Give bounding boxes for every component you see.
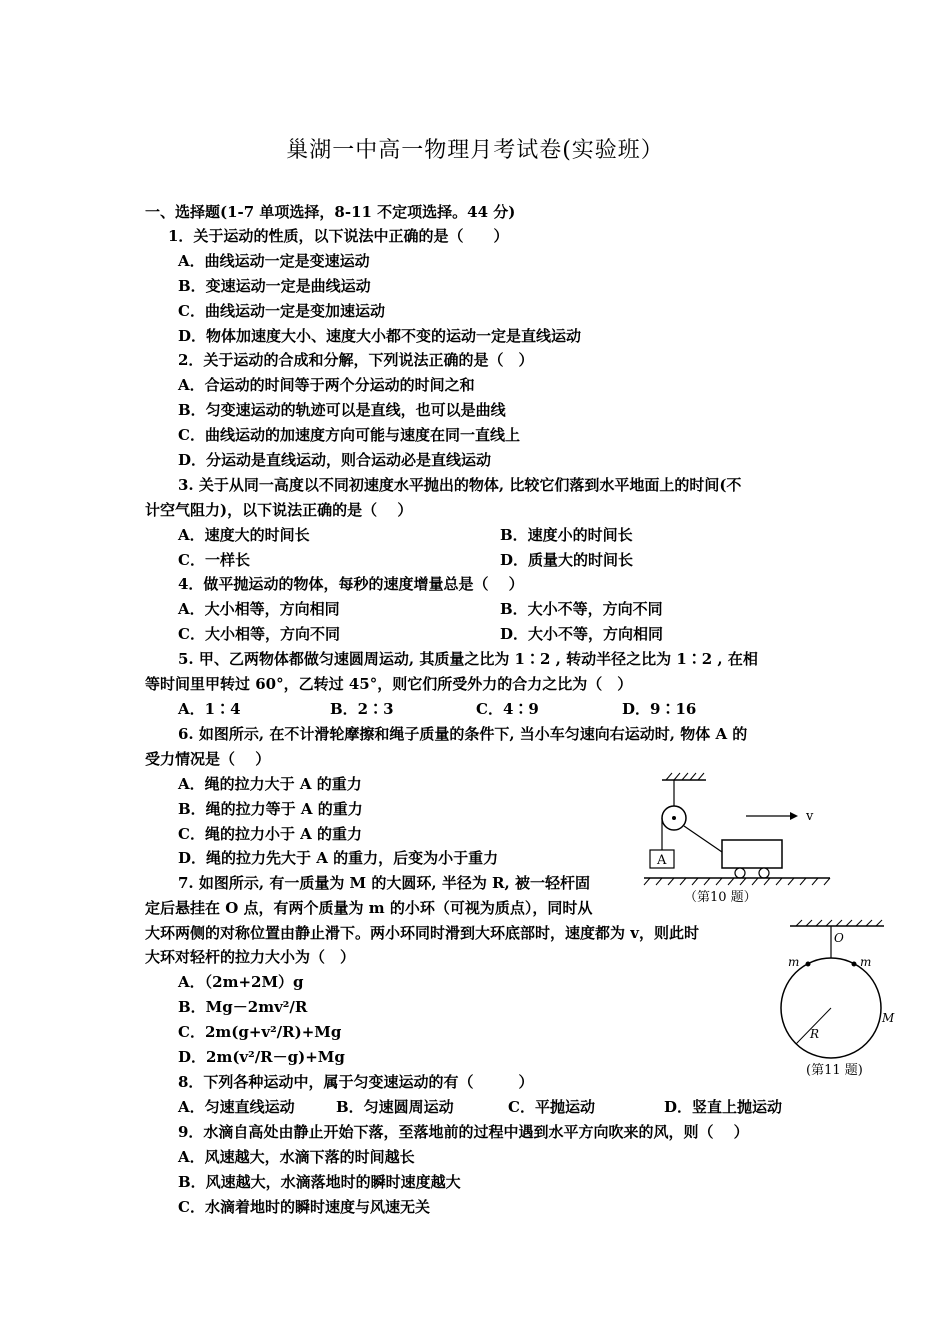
q1-option-a: A．曲线运动一定是变速运动 [178, 252, 370, 270]
q7-stem-line4: 大环对轻杆的拉力大小为（ ） [145, 948, 356, 966]
figure-10-pulley-cart [640, 770, 840, 910]
label-v: v [806, 809, 814, 824]
q5-option-b: B．2∶3 [330, 700, 394, 718]
q3-option-b: B．速度小的时间长 [500, 526, 633, 544]
q9-stem: 9．水滴自高处由静止开始下落，至落地前的过程中遇到水平方向吹来的风，则（ ） [178, 1123, 749, 1141]
page-title: 巢湖一中高一物理月考试卷(实验班） [286, 138, 664, 163]
q8-option-b: B．匀速圆周运动 [336, 1098, 454, 1116]
q7-option-a: A．（2m+2M）g [178, 973, 304, 991]
q7-stem-line1: 7. 如图所示, 有一质量为 M 的大圆环, 半径为 R, 被一轻杆固 [178, 874, 590, 892]
q7-option-b: B．Mg－2mv²/R [178, 998, 308, 1016]
q8-option-d: D．竖直上抛运动 [664, 1098, 783, 1116]
q2-option-b: B．匀变速运动的轨迹可以是直线，也可以是曲线 [178, 401, 506, 419]
cart-wheel [735, 868, 745, 878]
q4-option-a: A．大小相等，方向相同 [178, 600, 340, 618]
arrow-right-icon [790, 812, 798, 820]
q5-option-d: D．9∶16 [622, 700, 697, 718]
cart-wheel [759, 868, 769, 878]
q8-option-a: A．匀速直线运动 [178, 1098, 295, 1116]
q7-stem-line3: 大环两侧的对称位置由静止滑下。两小环同时滑到大环底部时，速度都为 v，则此时 [145, 924, 699, 942]
q3-option-d: D．质量大的时间长 [500, 551, 634, 569]
q1-stem: 1．关于运动的性质，以下说法中正确的是（ ） [168, 227, 509, 245]
section-heading: 一、选择题(1-7 单项选择，8-11 不定项选择。44 分) [145, 203, 516, 221]
q3-stem-line1: 3. 关于从同一高度以不同初速度水平抛出的物体, 比较它们落到水平地面上的时间(不 [178, 476, 742, 494]
q6-stem-line1: 6. 如图所示, 在不计滑轮摩擦和绳子质量的条件下, 当小车匀速向右运动时, 物体 A 的 [178, 725, 748, 743]
q7-stem-line2: 定后悬挂在 O 点，有两个质量为 m 的小环（可视为质点），同时从 [145, 899, 593, 917]
q9-option-c: C．水滴着地时的瞬时速度与风速无关 [178, 1198, 430, 1216]
q8-stem: 8．下列各种运动中，属于匀变速运动的有（ ） [178, 1073, 534, 1091]
label-a: A [657, 853, 667, 868]
q6-stem-line2: 受力情况是（ ） [145, 750, 271, 768]
cart-body [722, 840, 782, 868]
q5-option-c: C．4∶9 [476, 700, 539, 718]
q9-option-b: B．风速越大，水滴落地时的瞬时速度越大 [178, 1173, 461, 1191]
q9-option-a: A．风速越大，水滴下落的时间越长 [178, 1148, 415, 1166]
q4-option-b: B．大小不等，方向不同 [500, 600, 663, 618]
q6-option-a: A．绳的拉力大于 A 的重力 [178, 775, 362, 793]
label-r: R [810, 1027, 820, 1041]
q3-option-a: A．速度大的时间长 [178, 526, 310, 544]
label-big-m: M [882, 1011, 895, 1025]
q1-option-c: C．曲线运动一定是变加速运动 [178, 302, 385, 320]
label-m-left: m [788, 955, 800, 969]
q2-option-c: C．曲线运动的加速度方向可能与速度在同一直线上 [178, 426, 520, 444]
q1-option-d: D．物体加速度大小、速度大小都不变的运动一定是直线运动 [178, 327, 582, 345]
q1-option-b: B．变速运动一定是曲线运动 [178, 277, 371, 295]
small-ring-right [852, 962, 857, 967]
q2-option-a: A．合运动的时间等于两个分运动的时间之和 [178, 376, 475, 394]
small-ring-left [806, 962, 811, 967]
q2-stem: 2．关于运动的合成和分解，下列说法正确的是（ ） [178, 351, 534, 369]
q3-stem-line2: 计空气阻力)，以下说法正确的是（ ） [145, 501, 413, 519]
q4-option-c: C．大小相等，方向不同 [178, 625, 340, 643]
figure-11-ring [776, 918, 910, 1084]
q7-option-d: D．2m(v²/R－g)+Mg [178, 1048, 345, 1066]
q4-option-d: D．大小不等，方向相同 [500, 625, 664, 643]
figure-10-caption: （第10 题） [684, 890, 757, 905]
q6-option-b: B．绳的拉力等于 A 的重力 [178, 800, 363, 818]
q4-stem: 4．做平抛运动的物体，每秒的速度增量总是（ ） [178, 575, 524, 593]
q3-option-c: C．一样长 [178, 551, 250, 569]
label-m-right: m [860, 955, 872, 969]
q8-option-c: C．平抛运动 [508, 1098, 595, 1116]
q5-stem-line2: 等时间里甲转过 60°，乙转过 45°，则它们所受外力的合力之比为（ ） [145, 675, 633, 693]
q6-option-c: C．绳的拉力小于 A 的重力 [178, 825, 363, 843]
q5-option-a: A．1∶4 [178, 700, 241, 718]
q2-option-d: D．分运动是直线运动，则合运动必是直线运动 [178, 451, 492, 469]
q5-stem-line1: 5. 甲、乙两物体都做匀速圆周运动, 其质量之比为 1∶2 , 转动半径之比为 1∶2 , 在相 [178, 650, 758, 668]
q7-option-c: C．2m(g+v²/R)+Mg [178, 1023, 342, 1041]
figure-11-caption: (第11 题) [806, 1063, 863, 1078]
label-o: O [834, 931, 844, 945]
q6-option-d: D．绳的拉力先大于 A 的重力，后变为小于重力 [178, 849, 499, 867]
